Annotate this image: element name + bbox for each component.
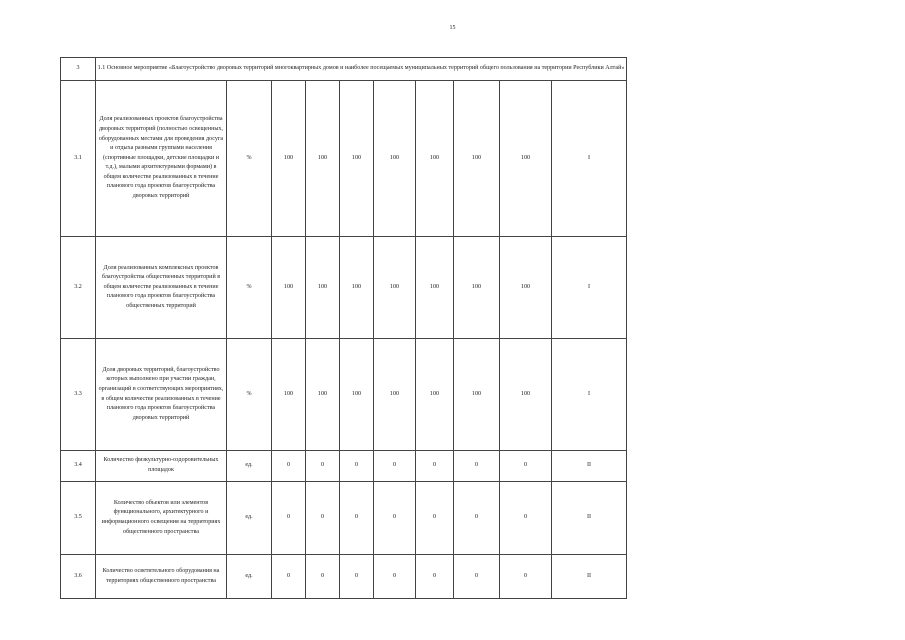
value-cell: 0: [340, 555, 374, 599]
category-cell: II: [552, 555, 627, 599]
table-row: [61, 237, 627, 339]
value-cell: 0: [416, 451, 454, 482]
value-cell: 0: [306, 482, 340, 555]
value-cell: 0: [500, 451, 552, 482]
value-cell: 100: [272, 339, 306, 451]
value-cell: 0: [340, 482, 374, 555]
value-cell: 0: [416, 555, 454, 599]
row-number: 3.5: [61, 482, 96, 555]
value-cell: 100: [500, 81, 552, 237]
value-cell: 0: [454, 555, 500, 599]
unit-cell: %: [227, 339, 272, 451]
indicator-name: Доля реализованных проектов благоустройства дворовых территорий (полностью освещенных, оборудованных местами для проведения досуга и отдыха разными группами населения (спортивные площадки, детские площадки и т.д.), малыми архитектурными формами) в общем количестве реализованных в течение планового года проектов благоустройства дворовых территорий: [96, 81, 227, 237]
indicator-name: Количество физкультурно-оздоровительных площадок: [96, 451, 227, 482]
value-cell: 0: [272, 482, 306, 555]
value-cell: 100: [272, 81, 306, 237]
row-number: 3.1: [61, 81, 96, 237]
row-number: 3.3: [61, 339, 96, 451]
category-cell: I: [552, 237, 627, 339]
value-cell: 100: [340, 237, 374, 339]
value-cell: 100: [374, 81, 416, 237]
value-cell: 100: [454, 339, 500, 451]
value-cell: 0: [454, 482, 500, 555]
row-number: 3.2: [61, 237, 96, 339]
value-cell: 100: [454, 237, 500, 339]
unit-cell: %: [227, 81, 272, 237]
value-cell: 100: [374, 339, 416, 451]
value-cell: 0: [416, 482, 454, 555]
value-cell: 0: [374, 451, 416, 482]
row-number: 3.4: [61, 451, 96, 482]
unit-cell: ед.: [227, 555, 272, 599]
row-number: 3.6: [61, 555, 96, 599]
table-row: [61, 81, 627, 237]
category-cell: I: [552, 339, 627, 451]
indicators-table: [60, 57, 627, 599]
indicator-name: Доля реализованных комплексных проектов благоустройства общественных территорий в общем количестве реализованных в течение планового года проектов благоустройства общественных территорий: [96, 237, 227, 339]
value-cell: 100: [306, 81, 340, 237]
unit-cell: %: [227, 237, 272, 339]
value-cell: 100: [306, 339, 340, 451]
value-cell: 100: [500, 339, 552, 451]
table-row: [61, 339, 627, 451]
value-cell: 100: [500, 237, 552, 339]
indicator-name: Доля дворовых территорий, благоустройство которых выполнено при участии граждан, организаций в соответствующих мероприятиях, в общем количестве реализованных в течение планового года проектов благоустройства дворовых территорий: [96, 339, 227, 451]
table-row: [61, 482, 627, 555]
section-number: 3: [61, 58, 96, 81]
value-cell: 0: [306, 555, 340, 599]
category-cell: II: [552, 451, 627, 482]
value-cell: 0: [454, 451, 500, 482]
value-cell: 0: [340, 451, 374, 482]
value-cell: 100: [374, 237, 416, 339]
value-cell: 0: [374, 482, 416, 555]
section-title: 1.1 Основное мероприятие «Благоустройство дворовых территорий многоквартирных домов и наиболее посещаемых муниципальных территорий общего пользования на территории Республики Алтай»: [96, 58, 627, 81]
value-cell: 100: [416, 339, 454, 451]
value-cell: 0: [500, 555, 552, 599]
value-cell: 0: [306, 451, 340, 482]
indicator-name: Количество осветительного оборудования на территориях общественного пространства: [96, 555, 227, 599]
value-cell: 100: [416, 81, 454, 237]
section-row: [61, 58, 627, 81]
indicator-name: Количество объектов или элементов функционального, архитектурного и информационного освещения на территориях общественного пространства: [96, 482, 227, 555]
value-cell: 0: [374, 555, 416, 599]
value-cell: 0: [500, 482, 552, 555]
value-cell: 100: [340, 81, 374, 237]
value-cell: 100: [416, 237, 454, 339]
value-cell: 100: [340, 339, 374, 451]
value-cell: 100: [306, 237, 340, 339]
category-cell: I: [552, 81, 627, 237]
unit-cell: ед.: [227, 482, 272, 555]
value-cell: 0: [272, 451, 306, 482]
value-cell: 0: [272, 555, 306, 599]
unit-cell: ед.: [227, 451, 272, 482]
page-number: 15: [449, 25, 456, 31]
table-row: [61, 451, 627, 482]
value-cell: 100: [272, 237, 306, 339]
value-cell: 100: [454, 81, 500, 237]
category-cell: II: [552, 482, 627, 555]
table-row: [61, 555, 627, 599]
